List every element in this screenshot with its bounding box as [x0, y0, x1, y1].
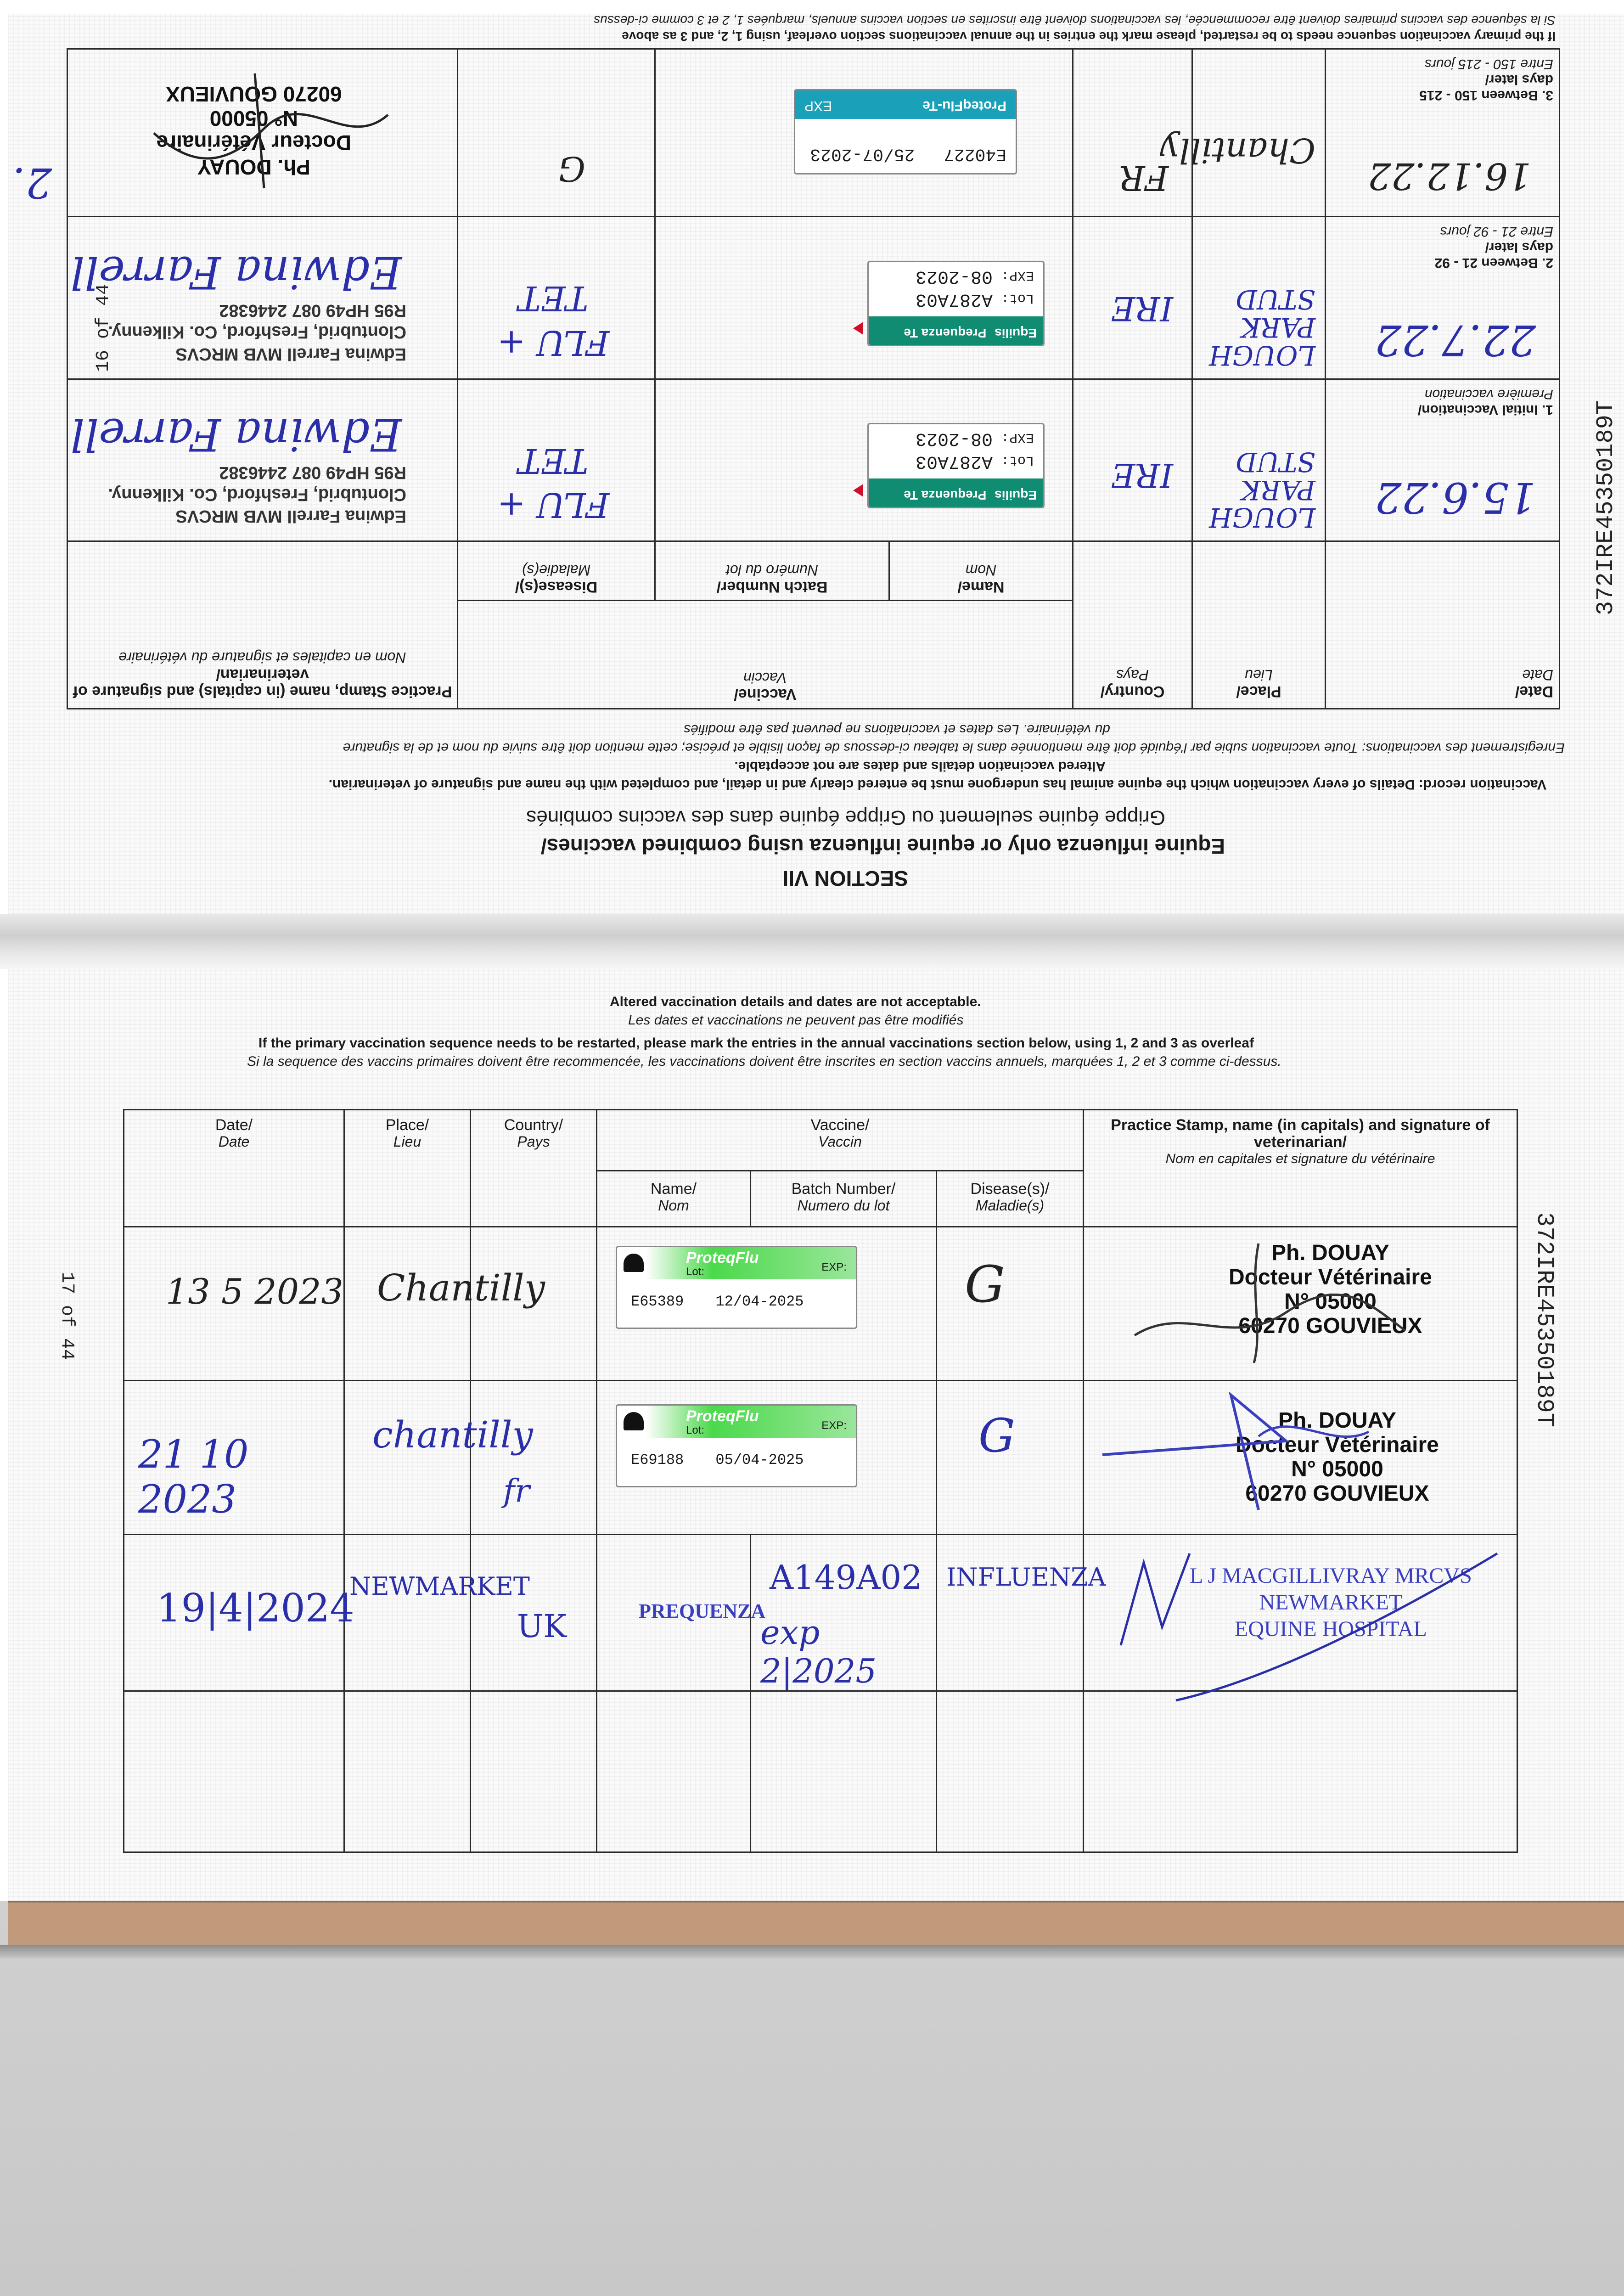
table-row: [124, 1535, 1517, 1691]
vaccination-country: UK: [517, 1609, 567, 1645]
vaccination-place: Chantilly: [377, 1266, 545, 1310]
vaccine-lot: A287A03: [915, 288, 993, 310]
row-country-cell: [1073, 49, 1192, 217]
instruction-fr-1: Enregistrement des vaccinations: Toute vaccination subie par l'équidé doit être mentionnée dans le tableau ci-dessous de façon lisible et précise; cette mention doit être suivie du nom et de la signature: [343, 740, 1565, 755]
header-date: Date/ Date: [124, 1110, 344, 1227]
header-country: Country/ Pays: [1073, 541, 1192, 709]
table-row: [67, 379, 1559, 541]
row-label: 1. Initial Vaccination/ Première vaccination: [1417, 386, 1553, 417]
header-disease: Disease(s)/ Maladie(s): [937, 1171, 1084, 1227]
row-disease-cell: [937, 1381, 1084, 1535]
vaccination-country: fr: [503, 1473, 530, 1510]
vet-signature-scribble: [1112, 1230, 1433, 1367]
row-country-cell: [1073, 216, 1192, 379]
disease-name: G: [978, 1409, 1015, 1463]
row-date-cell: [1326, 49, 1560, 217]
row-disease-cell: [937, 1227, 1084, 1381]
annual-vaccination-table: [123, 1109, 1518, 1853]
horse-id-bottom: 372IRE45350189T: [1531, 1212, 1558, 1428]
instruction-en-2: Altered vaccination details and dates are not acceptable.: [734, 759, 1106, 774]
table-row: [124, 1691, 1517, 1852]
row-vaccine-cell: [597, 1227, 937, 1381]
row-country-cell: [471, 1691, 597, 1852]
margin-mark: 2.: [12, 158, 52, 207]
row-disease-cell: [457, 49, 655, 217]
row-vaccine-cell: [655, 216, 1073, 379]
vaccine-sticker: Equilis Prequenza Te Lot: A287A03 EXP: 08-2023: [867, 261, 1045, 346]
row-label: 2. Between 21 - 92 days later/ Entre 21 - 92 jours: [1434, 224, 1553, 270]
vaccine-exp: 25/07-2023: [810, 144, 915, 164]
row-date-cell: [124, 1381, 344, 1535]
vaccine-lot: E69188: [631, 1452, 684, 1469]
page-number-bottom: 17 of 44: [56, 1272, 77, 1361]
row-vaccine-cell: [655, 379, 1073, 541]
top-page-rotated-content: [8, 14, 1624, 914]
disease-name: INFLUENZA: [946, 1563, 1106, 1592]
section-subtitle-en: Equine influenza only or equine influenza using combined vaccines/: [540, 834, 1225, 858]
row-country-cell: [471, 1535, 597, 1691]
vet-stamp: Edwina Farrell MVB MRCVS Clontubrid, Freshford, Co. Kilkenny. R95 HP49 087 2446382: [108, 463, 406, 526]
vaccination-country: FR: [1119, 158, 1169, 197]
vaccine-brand: Equilis: [995, 488, 1037, 503]
header-vaccine: Vaccine/ Vaccin: [457, 601, 1073, 709]
row-country-cell: [1073, 379, 1192, 541]
vaccination-date: 21 10 2023: [138, 1432, 249, 1522]
lock-icon: [624, 1412, 644, 1430]
row-stamp-cell: [1084, 1535, 1517, 1691]
restart-note-fr: Si la sequence des vaccins primaires doivent être recommencée, les vaccinations doivent être inscrites en section vaccins annuels, marquées 1, 2 et 3 comme ci-dessus.: [247, 1054, 1281, 1069]
row-place-cell: [344, 1227, 545, 1381]
row-place-cell: [344, 1691, 471, 1852]
vet-stamp: Ph. DOUAY Docteur Vétérinaire N° 05000 60270 GOUVIEUX: [156, 82, 351, 179]
vaccination-place: NEWMARKET: [349, 1572, 530, 1601]
horse-id-top: 372IRE45350189T: [1592, 400, 1619, 615]
table-row: [124, 1227, 1517, 1381]
header-stamp: Practice Stamp, name (in capitals) and signature of veterinarian/ Nom en capitales et signature du vétérinaire: [67, 541, 457, 709]
disease-name: G: [558, 148, 585, 188]
row-disease-cell: [937, 1535, 1106, 1691]
vaccine-name: ProteqFlu: [686, 1407, 759, 1425]
row-batch-cell: [751, 1691, 937, 1852]
row-place-cell: [1192, 379, 1326, 541]
table-row: [67, 49, 1559, 217]
section-title: SECTION VII: [782, 867, 908, 890]
row-date-cell: [124, 1691, 344, 1852]
vaccine-name: ProteqFlu: [686, 1249, 759, 1267]
red-flag-icon: [853, 484, 863, 497]
row-stamp-cell: [1084, 1381, 1517, 1535]
vaccine-name: Prequenza Te: [904, 326, 987, 340]
vaccination-date: 13 5 2023: [166, 1271, 343, 1312]
row-disease-cell: [457, 216, 655, 379]
header-name: Name/ Nom: [889, 541, 1073, 601]
desk-background: [0, 1901, 1624, 2296]
table-row: [124, 1381, 1517, 1535]
header-vaccine: Vaccine/ Vaccin: [597, 1110, 1084, 1171]
disease-name: FLU + TET: [497, 441, 610, 525]
vaccination-country: IRE: [1111, 289, 1173, 328]
row-stamp-cell: [1084, 1227, 1517, 1381]
footer-note-fr: Si la séquence des vaccins primaires doivent être recommencée, les vaccinations doivent être inscrites en section vaccins annuels, marquées 1, 2 et 3 comme ci-dessus: [594, 13, 1556, 28]
passport-cover-edge: [8, 1901, 1624, 1946]
vaccine-name: PREQUENZA: [639, 1600, 766, 1623]
red-flag-icon: [853, 322, 863, 335]
row-date-cell: [124, 1227, 344, 1381]
row-label: 3. Between 150 - 215 days later/ Entre 150 - 215 jours: [1419, 56, 1553, 103]
vaccination-date: 19|4|2024: [157, 1586, 354, 1631]
vaccination-date: 22.7.22: [1374, 315, 1536, 365]
row-date-cell: [1326, 216, 1560, 379]
row-place-cell: [1192, 216, 1326, 379]
row-date-cell: [124, 1535, 354, 1691]
vet-signature-scribble: [126, 69, 402, 207]
row-disease-cell: [937, 1691, 1084, 1852]
header-place: Place/ Lieu: [1192, 541, 1326, 709]
vaccine-brand: Equilis: [995, 326, 1037, 340]
page-number-top: 16 of 44: [93, 283, 114, 372]
vaccination-date: 16.12.22: [1367, 154, 1531, 197]
vaccine-lot: E40227: [944, 144, 1006, 164]
vaccine-lot: A287A03: [915, 451, 993, 472]
vaccination-place: Chantilly: [1160, 130, 1315, 170]
vaccine-sticker: ProteqFlu Lot: EXP: E65389 12/04-2025: [616, 1246, 857, 1329]
cover-shadow: [0, 1945, 1624, 1958]
header-stamp: Practice Stamp, name (in capitals) and signature of veterinarian/ Nom en capitales et signature du vétérinaire: [1084, 1110, 1517, 1227]
vaccine-sticker: E40227 25/07-2023 ProteqFlu-Te EXP: [794, 89, 1017, 174]
header-date: Date/ Date: [1326, 541, 1560, 709]
vaccination-place: LOUGH PARK STUD: [1209, 446, 1315, 534]
header-country: Country/ Pays: [471, 1110, 597, 1227]
vaccination-place: LOUGH PARK STUD: [1209, 283, 1315, 371]
vaccine-sticker: Equilis Prequenza Te Lot: A287A03 EXP: 08-2023: [867, 423, 1045, 508]
row-batch-cell: [751, 1535, 937, 1691]
lock-icon: [624, 1254, 644, 1272]
vet-stamp: Edwina Farrell MVB MRCVS Clontubrid, Freshford, Co. Kilkenny. R95 HP49 087 2446382: [108, 300, 406, 364]
header-batch: Batch Number/ Numero du lot: [751, 1171, 937, 1227]
row-place-cell: [344, 1535, 530, 1691]
bottom-page-17: [8, 969, 1624, 1901]
row-vaccine-name-cell: [597, 1691, 751, 1852]
vaccine-batch: A149A02: [770, 1558, 923, 1597]
row-country-cell: [471, 1227, 597, 1381]
vaccine-name: ProteqFlu-Te: [922, 98, 1006, 113]
row-stamp-cell: [67, 216, 457, 379]
row-vaccine-cell: [655, 49, 1073, 217]
book-spine-fold: [0, 914, 1624, 969]
vaccination-country: IRE: [1111, 456, 1173, 495]
vet-stamp: Ph. DOUAY Docteur Vétérinaire N° 05000 60270 GOUVIEUX: [1229, 1241, 1432, 1338]
row-country-cell: [471, 1381, 597, 1535]
instruction-fr-2: du vétérinaire. Les dates et vaccinations ne peuvent pas être modifiés: [684, 722, 1110, 737]
altered-note-en: Altered vaccination details and dates are not acceptable.: [610, 994, 981, 1009]
header-place: Place/ Lieu: [344, 1110, 471, 1227]
altered-note-fr: Les dates et vaccinations ne peuvent pas être modifiés: [628, 1013, 964, 1028]
row-disease-cell: [457, 379, 655, 541]
row-stamp-cell: [1084, 1691, 1517, 1852]
restart-note-en: If the primary vaccination sequence needs to be restarted, please mark the entries in the annual vaccinations section below, using 1, 2 and 3 as overleaf: [258, 1035, 1254, 1051]
disease-name: G: [965, 1255, 1005, 1314]
header-name: Name/ Nom: [597, 1171, 751, 1227]
vet-stamp: Ph. DOUAY Docteur Vétérinaire N° 05000 60270 GOUVIEUX: [1236, 1408, 1439, 1506]
row-stamp-cell: [67, 49, 457, 217]
vaccine-exp: 05/04-2025: [715, 1452, 804, 1469]
vaccine-name: Prequenza Te: [904, 488, 987, 503]
vet-signature: Edwina Farrell: [70, 409, 402, 461]
table-row: [67, 216, 1559, 379]
vet-signature-scribble: [1084, 1526, 1516, 1710]
vaccine-lot: E65389: [631, 1293, 684, 1311]
footer-note-en: If the primary vaccination sequence needs to be restarted, please mark the entries in the annual vaccinations section overleaf, using 1, 2, and 3 as above: [622, 29, 1556, 44]
section-subtitle-fr: Grippe équine seulement ou Grippe équine dans des vaccins combinés: [526, 806, 1165, 829]
vaccine-exp: exp 2|2025: [760, 1613, 877, 1691]
header-batch: Batch Number/ Numéro du lot: [655, 541, 889, 601]
vet-signature: Edwina Farrell: [70, 246, 402, 298]
row-vaccine-cell: [597, 1381, 937, 1535]
vaccine-exp: 08-2023: [915, 428, 993, 449]
vaccination-date: 15.6.22: [1374, 473, 1536, 523]
top-page-16: [8, 14, 1624, 914]
row-date-cell: [1326, 379, 1560, 541]
instruction-en-1: Vaccination record: Details of every vaccination which the equine animal has undergone must be entered clearly and in detail, and completed with the name and signature of veterinarian.: [328, 777, 1546, 792]
initial-vaccination-table: [67, 48, 1560, 709]
vet-signature-scribble: [1093, 1381, 1461, 1519]
row-vaccine-name-cell: [597, 1535, 766, 1691]
vaccine-exp: 12/04-2025: [715, 1293, 804, 1311]
disease-name: FLU + TET: [497, 278, 610, 362]
header-disease: Disease(s)/ Maladie(s): [457, 541, 655, 601]
vaccine-sticker: ProteqFlu Lot: EXP: E69188 05/04-2025: [616, 1404, 857, 1487]
row-place-cell: [1160, 49, 1326, 217]
vet-stamp: L J MACGILLIVRAY MRCVS NEWMARKET EQUINE HOSPITAL: [1190, 1564, 1472, 1641]
row-stamp-cell: [67, 379, 457, 541]
vaccine-exp: 08-2023: [915, 265, 993, 287]
vaccination-place: chantilly: [372, 1413, 533, 1457]
